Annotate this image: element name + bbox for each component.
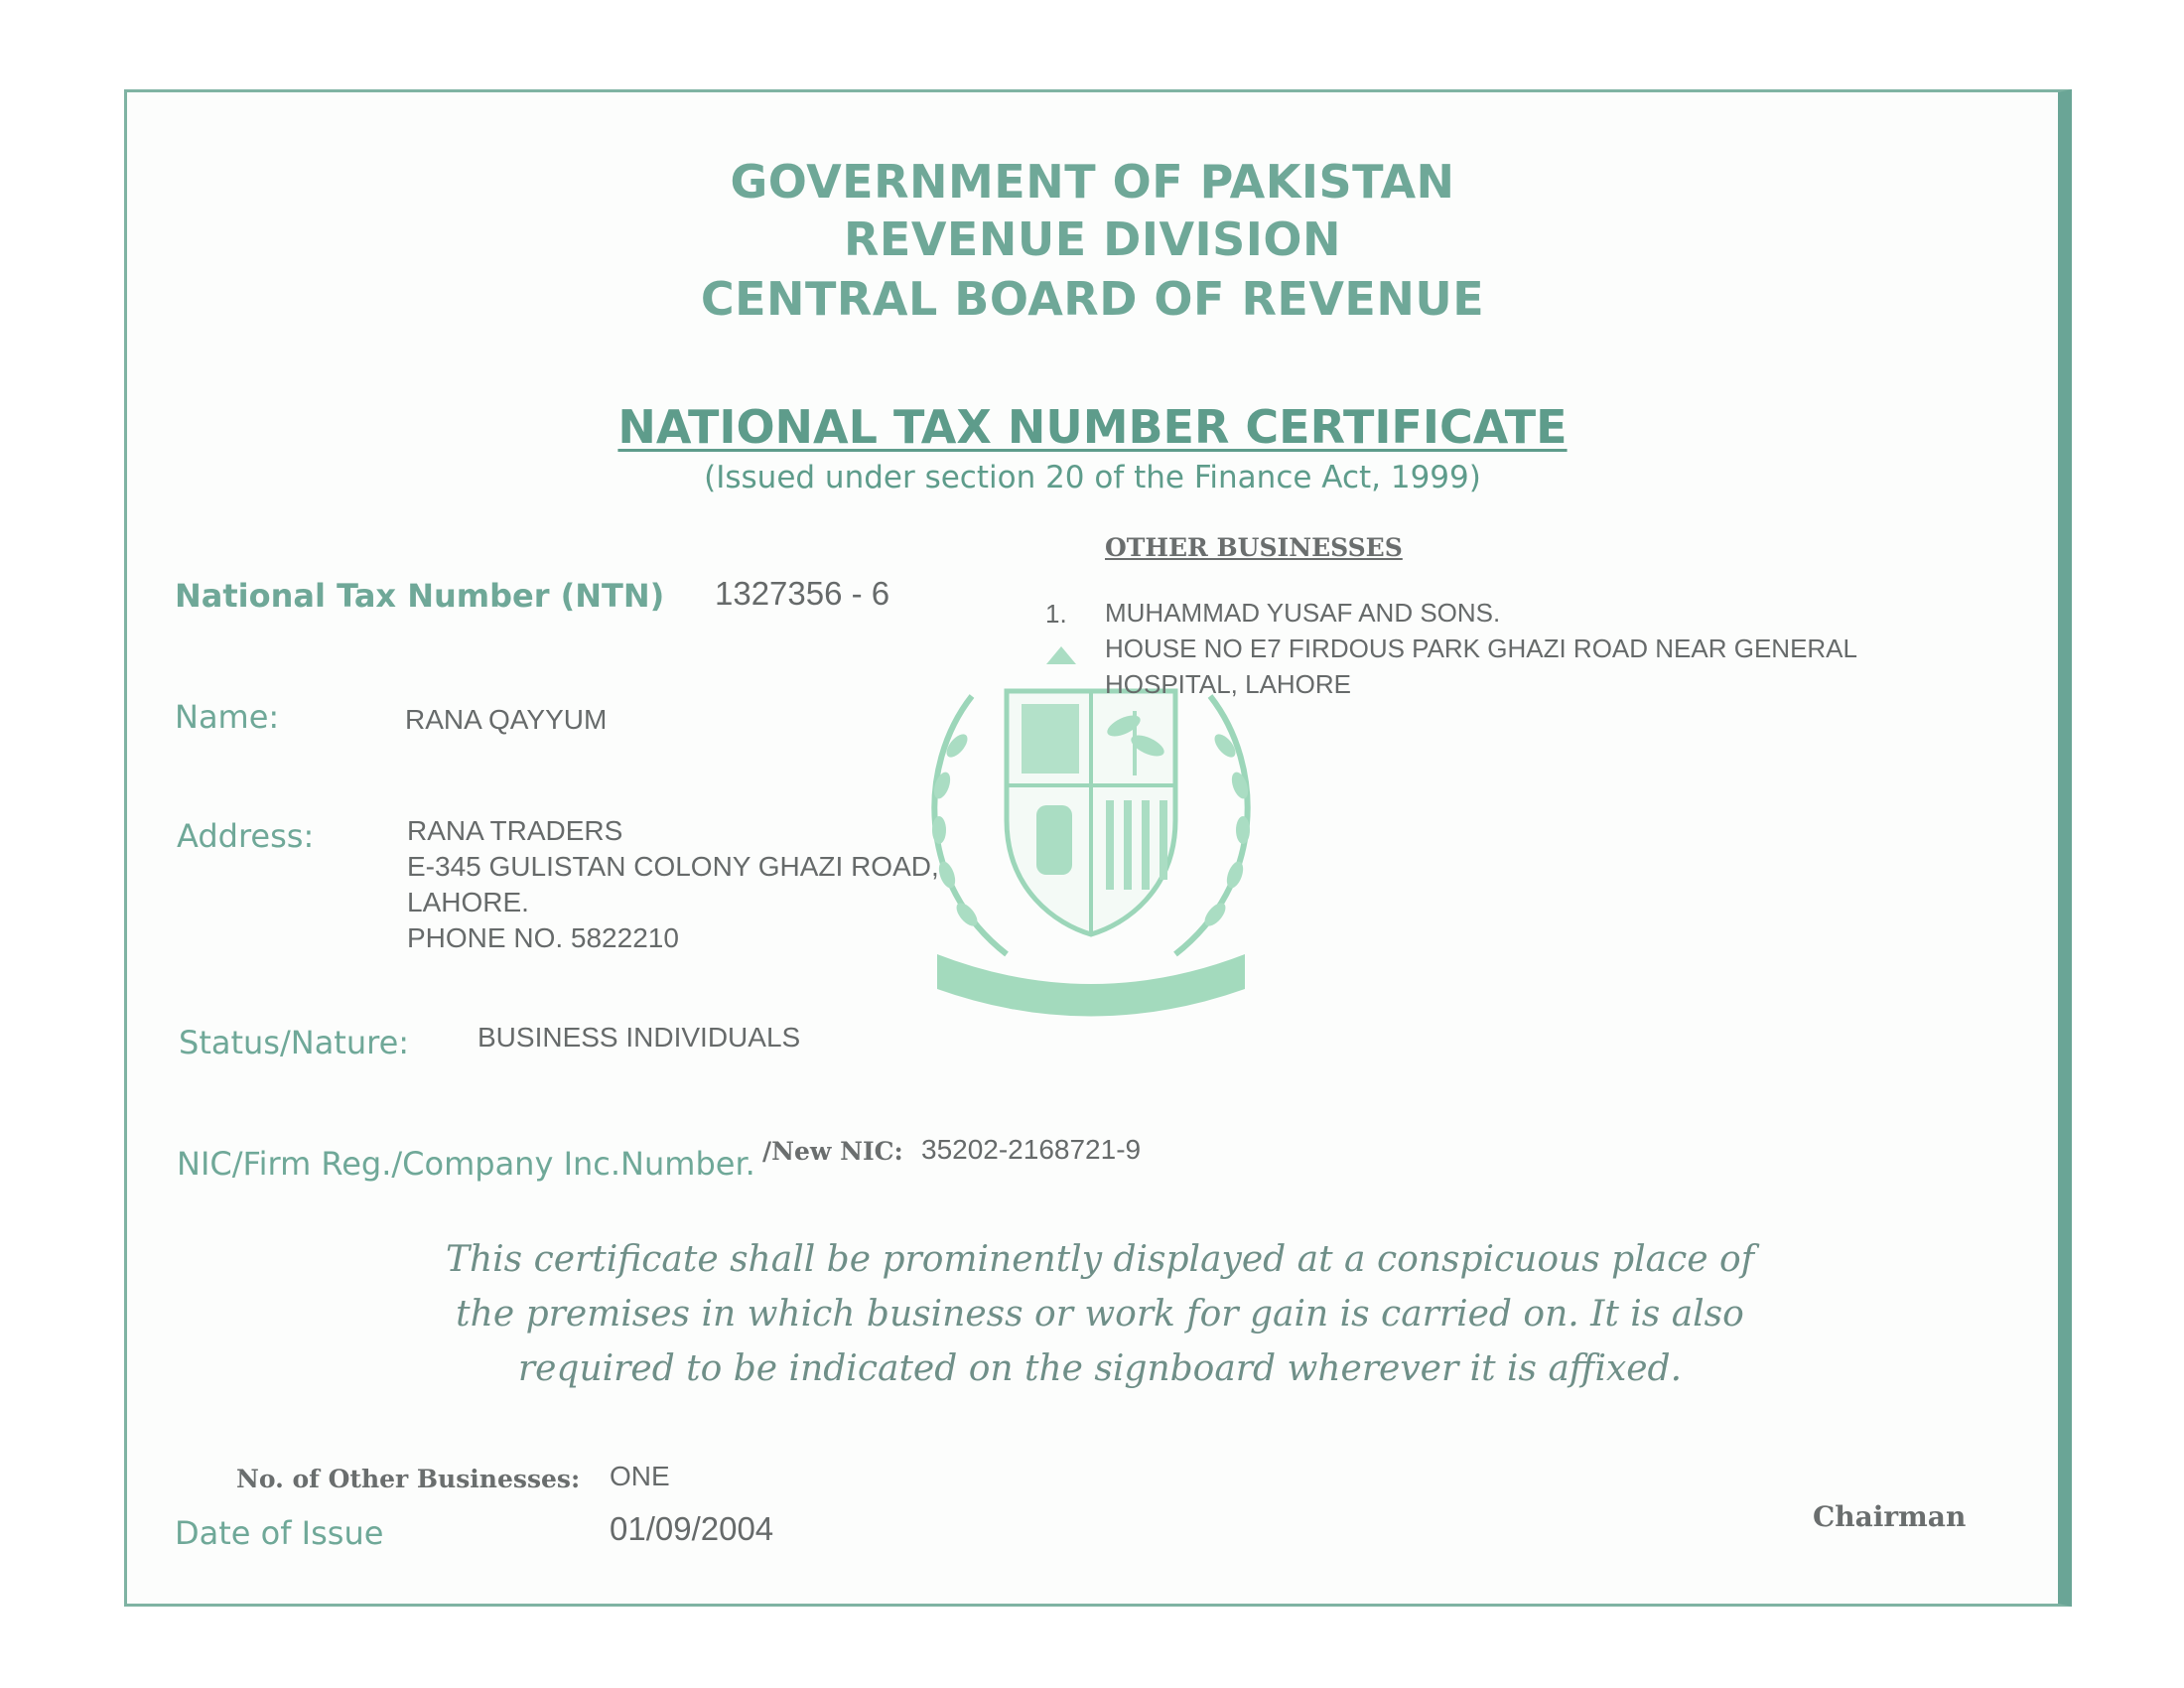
name-value: RANA QAYYUM bbox=[405, 704, 608, 735]
address-line: LAHORE. bbox=[407, 887, 529, 917]
display-notice bbox=[385, 1232, 1815, 1396]
notice-line: This certificate shall be prominently displayed at a conspicuous place of bbox=[445, 1239, 1755, 1280]
date-of-issue-label: Date of Issue bbox=[175, 1514, 384, 1552]
certificate-title: NATIONAL TAX NUMBER CERTIFICATE bbox=[617, 400, 1568, 454]
status-label: Status/Nature: bbox=[179, 1024, 410, 1061]
certificate bbox=[124, 89, 2072, 1607]
notice-line: required to be indicated on the signboard wherever it is affixed. bbox=[517, 1348, 1683, 1389]
name-label: Name: bbox=[175, 698, 280, 736]
address-value bbox=[407, 813, 939, 956]
other-business-line: HOUSE NO E7 FIRDOUS PARK GHAZI ROAD NEAR GENERAL bbox=[1105, 633, 1857, 663]
nic-label: NIC/Firm Reg./Company Inc.Number. bbox=[177, 1145, 755, 1183]
nic-value: 35202-2168721-9 bbox=[921, 1134, 1142, 1165]
status-value: BUSINESS INDIVIDUALS bbox=[478, 1022, 801, 1053]
header-board: CENTRAL BOARD OF REVENUE bbox=[700, 272, 1485, 326]
other-business-number: 1. bbox=[1045, 599, 1067, 629]
other-business-line: MUHAMMAD YUSAF AND SONS. bbox=[1105, 598, 1501, 628]
other-business-line: HOSPITAL, LAHORE bbox=[1105, 669, 1352, 699]
other-businesses-count-label: No. of Other Businesses: bbox=[236, 1465, 581, 1493]
ntn-value: 1327356 - 6 bbox=[715, 575, 890, 612]
address-line: RANA TRADERS bbox=[407, 815, 623, 846]
header-division: REVENUE DIVISION bbox=[843, 212, 1342, 266]
header-government: GOVERNMENT OF PAKISTAN bbox=[730, 155, 1455, 209]
other-businesses-heading: OTHER BUSINESSES bbox=[1105, 533, 1403, 562]
chairman-signatory: Chairman bbox=[1813, 1500, 1967, 1533]
address-line: PHONE NO. 5822210 bbox=[407, 922, 679, 953]
certificate-subtitle: (Issued under section 20 of the Finance Act, 1999) bbox=[704, 460, 1481, 495]
ntn-label: National Tax Number (NTN) bbox=[175, 577, 665, 615]
date-of-issue-value: 01/09/2004 bbox=[610, 1510, 774, 1547]
other-business-item bbox=[1105, 595, 1857, 702]
address-line: E-345 GULISTAN COLONY GHAZI ROAD, bbox=[407, 851, 939, 882]
nic-prefix: /New NIC: bbox=[762, 1137, 903, 1166]
notice-line: the premises in which business or work for gain is carried on. It is also bbox=[456, 1294, 1744, 1335]
other-businesses-count-value: ONE bbox=[610, 1461, 670, 1491]
address-label: Address: bbox=[177, 817, 315, 855]
